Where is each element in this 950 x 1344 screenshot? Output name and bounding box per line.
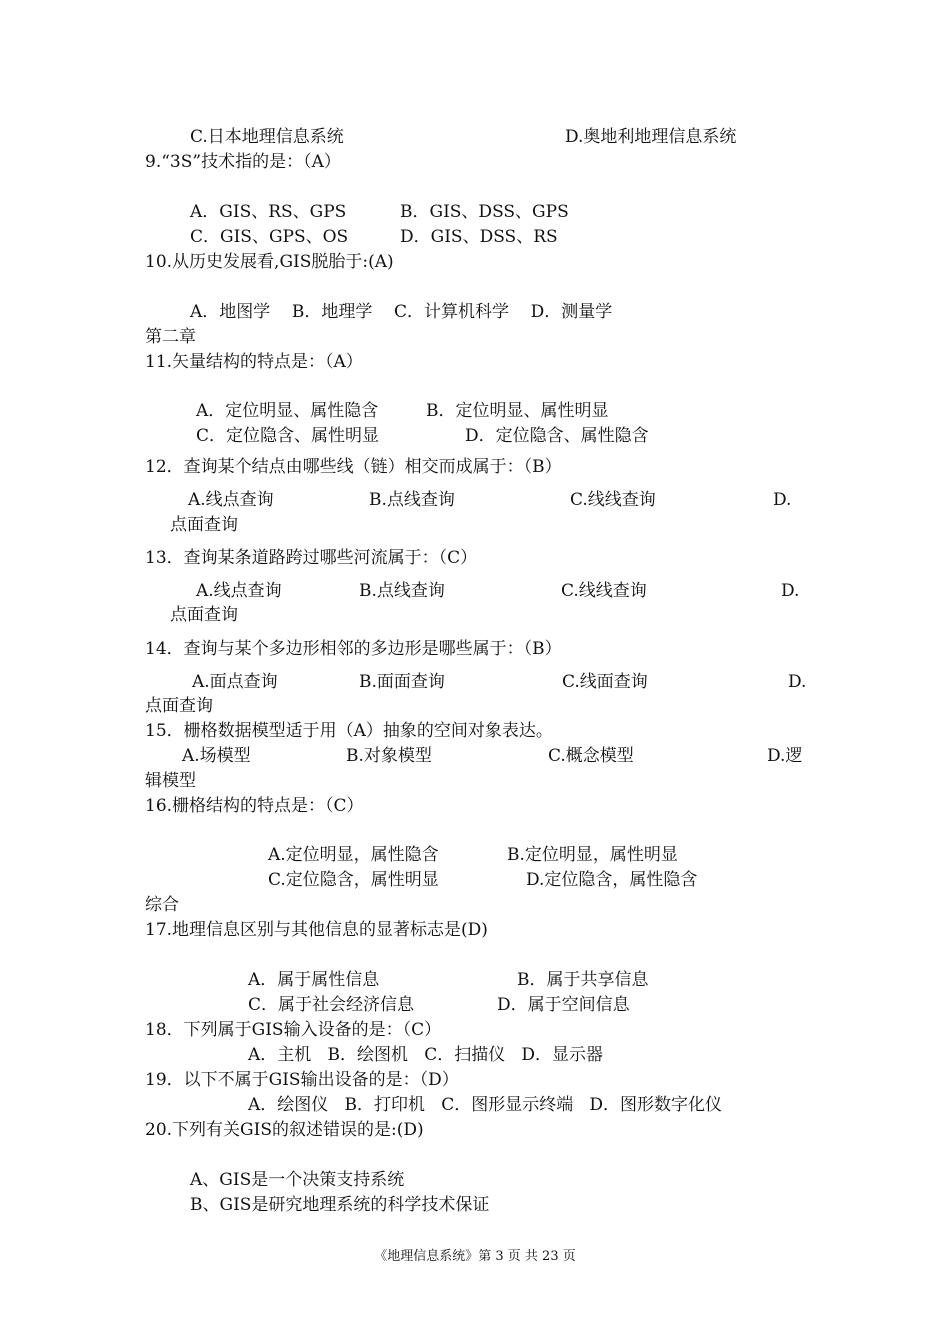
option-line: D.定位隐含，属性隐含 xyxy=(526,870,698,890)
option-line: A.定位明显，属性隐含 xyxy=(268,845,439,865)
option-line: C.定位隐含，属性明显 xyxy=(268,870,439,890)
option-line: A.场模型 xyxy=(182,746,251,766)
chapter-heading: 第二章 xyxy=(145,327,196,347)
option-line: C.线面查询 xyxy=(562,672,648,692)
option-line: C.日本地理信息系统 xyxy=(190,127,344,147)
option-line: C．属于社会经济信息 xyxy=(248,995,415,1015)
question-10: 10.从历史发展看,GIS脱胎于:(A) xyxy=(145,252,394,272)
option-line: 点面查询 xyxy=(170,515,238,535)
question-17: 17.地理信息区别与其他信息的显著标志是(D) xyxy=(145,920,488,940)
option-line: D．定位隐含、属性隐含 xyxy=(465,426,649,446)
option-line: C．GIS、GPS、OS xyxy=(190,227,349,247)
option-line: 辑模型 xyxy=(145,771,196,791)
question-14: 14．查询与某个多边形相邻的多边形是哪些属于：（B） xyxy=(145,639,562,659)
option-line: D．GIS、DSS、RS xyxy=(400,227,558,247)
question-18: 18．下列属于GIS输入设备的是：（C） xyxy=(145,1020,442,1040)
option-line: 点面查询 xyxy=(145,696,213,716)
option-line: D.奥地利地理信息系统 xyxy=(565,127,737,147)
question-9: 9.“3S”技术指的是：（A） xyxy=(145,152,341,172)
option-line: D. xyxy=(773,490,792,510)
option-line: A．主机 B．绘图机 C．扫描仪 D．显示器 xyxy=(248,1045,604,1065)
option-line: A．地图学 B．地理学 C．计算机科学 D．测量学 xyxy=(190,302,613,322)
option-line: D.逻 xyxy=(767,746,803,766)
question-12: 12．查询某个结点由哪些线（链）相交而成属于：（B） xyxy=(145,457,562,477)
option-line: A．GIS、RS、GPS xyxy=(190,202,347,222)
option-line: C.线线查询 xyxy=(561,581,647,601)
option-line: D. xyxy=(788,672,807,692)
option-line: B.点线查询 xyxy=(369,490,455,510)
option-line: A．属于属性信息 xyxy=(248,970,380,990)
option-line: 点面查询 xyxy=(170,605,238,625)
option-line: B.点线查询 xyxy=(359,581,445,601)
question-16: 16.栅格结构的特点是：（C） xyxy=(145,796,364,816)
option-line: C．定位隐含、属性明显 xyxy=(196,426,380,446)
option-line: B．定位明显、属性明显 xyxy=(426,401,609,421)
option-line: D. xyxy=(781,581,800,601)
question-11: 11.矢量结构的特点是：（A） xyxy=(145,352,363,372)
question-20: 20.下列有关GIS的叙述错误的是:(D) xyxy=(145,1120,424,1140)
option-line: B.面面查询 xyxy=(359,672,445,692)
option-line: B.对象模型 xyxy=(346,746,432,766)
option-line: B.定位明显，属性明显 xyxy=(507,845,678,865)
question-15: 15．栅格数据模型适于用（A）抽象的空间对象表达。 xyxy=(145,721,553,741)
section-heading: 综合 xyxy=(145,895,179,915)
option-line: B．GIS、DSS、GPS xyxy=(400,202,569,222)
option-line: A．定位明显、属性隐含 xyxy=(196,401,379,421)
option-line: A．绘图仪 B．打印机 C．图形显示终端 D．图形数字化仪 xyxy=(248,1095,723,1115)
option-line: C.概念模型 xyxy=(548,746,634,766)
option-line: C.线线查询 xyxy=(570,490,656,510)
option-line: D．属于空间信息 xyxy=(497,995,630,1015)
option-line: A、GIS是一个决策支持系统 xyxy=(190,1170,405,1190)
page-footer: 《地理信息系统》第 3 页 共 23 页 xyxy=(374,1249,576,1264)
question-13: 13．查询某条道路跨过哪些河流属于：（C） xyxy=(145,548,478,568)
option-line: A.线点查询 xyxy=(188,490,274,510)
question-19: 19．以下不属于GIS输出设备的是：（D） xyxy=(145,1070,459,1090)
option-line: B、GIS是研究地理系统的科学技术保证 xyxy=(190,1195,490,1215)
option-line: A.面点查询 xyxy=(192,672,278,692)
option-line: A.线点查询 xyxy=(196,581,282,601)
option-line: B．属于共享信息 xyxy=(517,970,649,990)
